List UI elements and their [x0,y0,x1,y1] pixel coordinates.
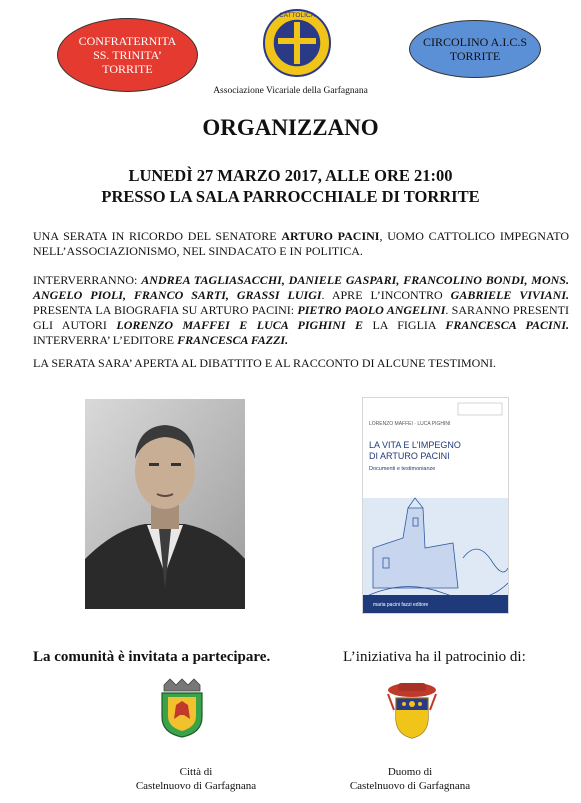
book-cover [362,397,509,614]
patronage-text: L’iniziativa ha il patrocinio di: [343,649,526,665]
circolino-oval [409,20,541,78]
event-date-block [0,165,581,207]
intro-paragraph [33,229,569,259]
p2-presenter: PIETRO PAOLO ANGELINI [297,303,446,317]
left-oval-line-2: SS. TRINITA’ [93,48,162,62]
page-title: ORGANIZZANO [202,115,379,140]
book-authors: LORENZO MAFFEI · LUCA PIGHINI [369,421,451,427]
duomo-caption-line-1: Duomo di [387,766,433,778]
p2-k: INTERVERRA’ L’EDITORE [33,333,178,347]
association-name: Associazione Vicariale della Garfagnana [213,86,368,96]
p2-i: LA FIGLIA [363,318,446,332]
event-date: LUNEDÌ 27 MARZO 2017, ALLE ORE 21:00 [128,166,453,185]
castelnuovo-crest-icon [156,677,208,739]
p2-daughter: FRANCESCA PACINI. [445,318,569,332]
book-title-line-2: DI ARTURO PACINI [369,451,450,461]
community-invitation: La comunità è invitata a partecipare. [33,649,271,665]
left-oval-line-3: TORRITE [102,62,153,76]
p2-e: PRESENTA LA BIOGRAFIA SU ARTURO PACINI: [33,303,298,317]
seal-text: CATTOLICA [279,12,315,19]
book-subtitle: Documenti e testimonianze [369,466,436,472]
p2-opener: GABRIELE VIVIANI. [450,288,570,302]
p2-speakers: ANDREA TAGLIASACCHI, DANIELE GASPARI, FRANCOLINO BONDI, MONS. ANGELO PIOLI, FRANCO SARTI, GRASSI LUIGI [33,273,569,302]
book-title-line-1: LA VITA E L’IMPEGNO [369,440,461,450]
confraternita-oval [57,18,198,92]
duomo-crest-icon [384,680,440,742]
book-publisher: maria pacini fazzi editore [373,602,429,608]
p2-authors: LORENZO MAFFEI E LUCA PIGHINI E [116,318,364,332]
duomo-caption-line-2: Castelnuovo di Garfagnana [349,780,471,792]
p1-senator-name: ARTURO PACINI [281,229,380,243]
p2-g: . SARANNO PRESENTI GLI AUTORI [33,303,569,332]
p2-a: INTERVERRANNO: [33,273,142,287]
city-caption-line-1: Città di [179,766,213,778]
event-location: PRESSO LA SALA PARROCCHIALE DI TORRITE [101,187,480,206]
azione-cattolica-seal-icon [262,8,332,78]
city-caption [116,765,276,793]
right-oval-line-2: TORRITE [449,49,501,63]
closing-paragraph: LA SERATA SARA’ APERTA AL DIBATTITO E AL RACCONTO DI ALCUNE TESTIMONI. [33,356,496,370]
city-caption-line-2: Castelnuovo di Garfagnana [135,780,257,792]
left-oval-line-1: CONFRATERNITA [78,34,177,48]
duomo-caption [330,765,490,793]
right-oval-line-1: CIRCOLINO A.I.C.S [422,35,527,49]
portrait-photo [85,399,245,609]
speakers-paragraph [33,273,569,348]
p2-c: . APRE L’INCONTRO [321,288,451,302]
p1-text-a: UNA SERATA IN RICORDO DEL SENATORE [33,229,282,243]
p1-text-c: , UOMO CATTOLICO IMPEGNATO NELL’ASSOCIAZIONISMO, NEL SINDACATO E IN POLITICA. [33,229,569,258]
p2-editor: FRANCESCA FAZZI. [177,333,289,347]
